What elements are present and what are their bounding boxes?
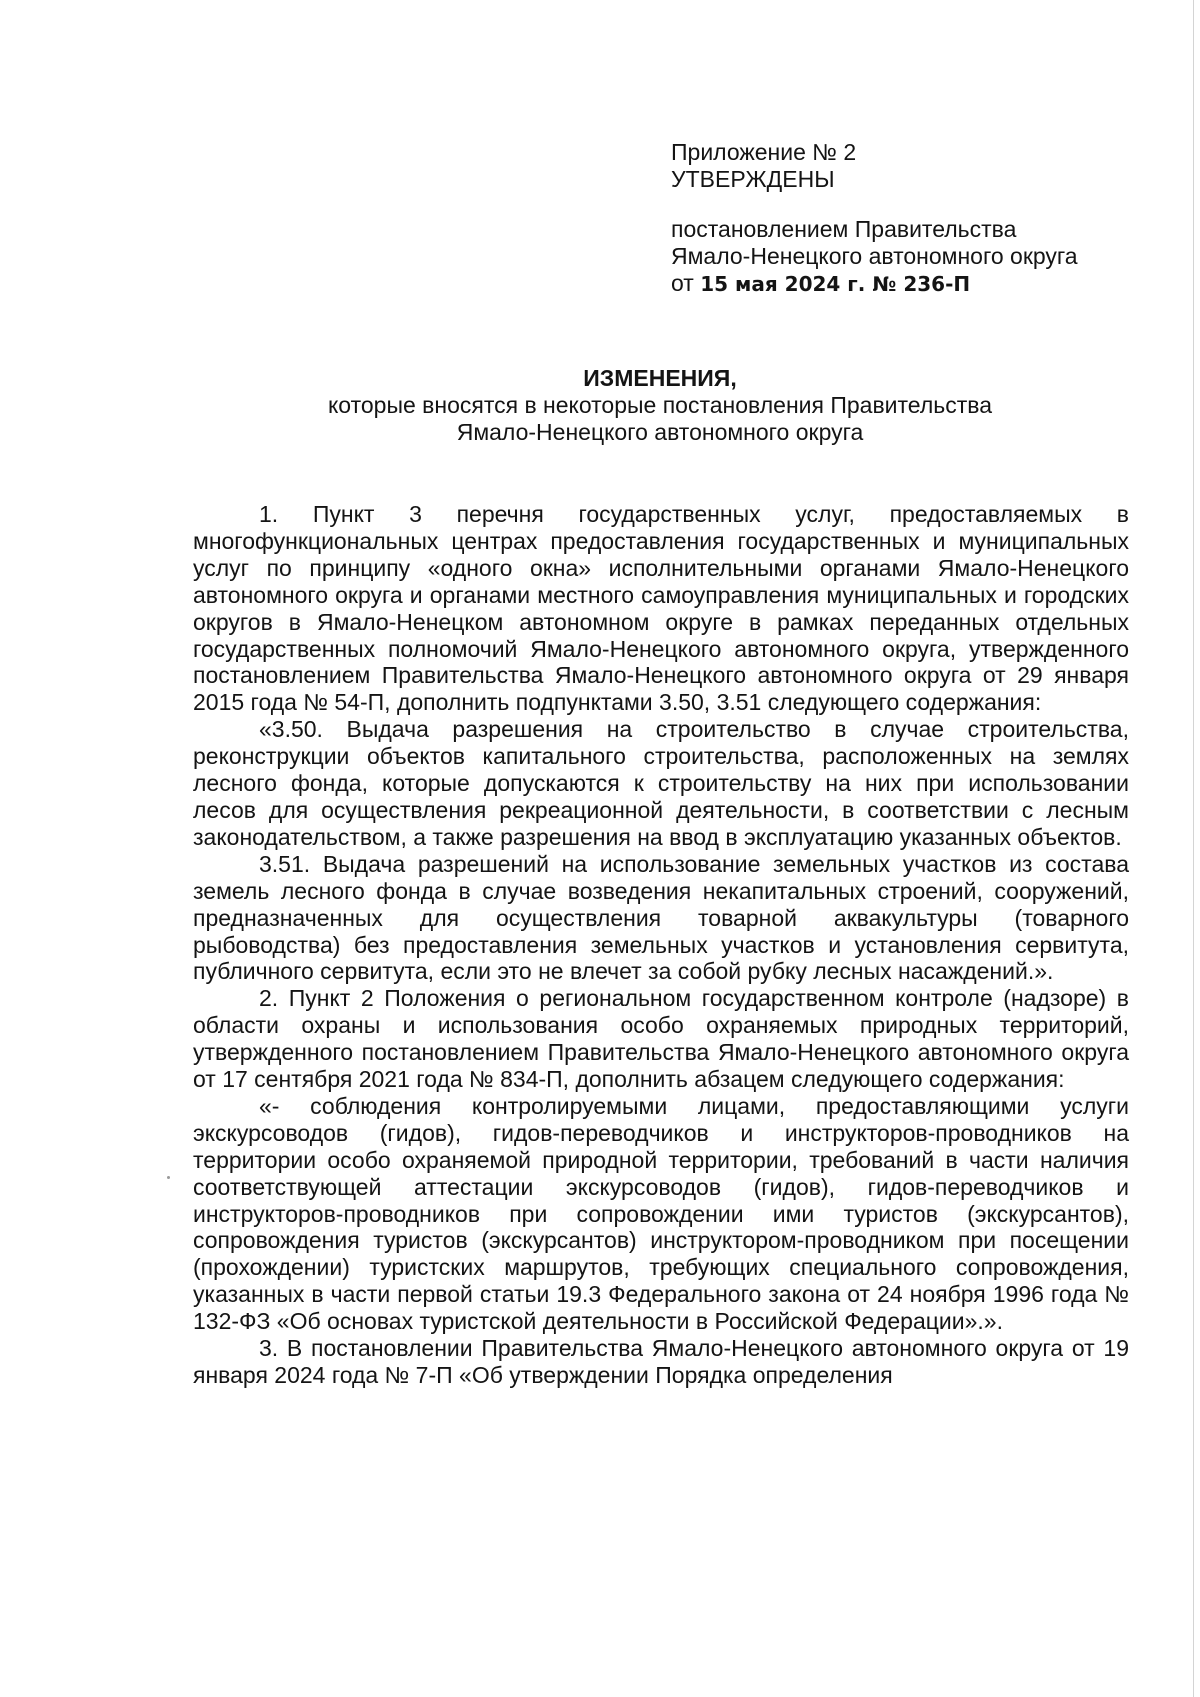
decree-line-2: Ямало-Ненецкого автономного округа bbox=[671, 243, 1078, 269]
paragraph-quoted-abzac: «- соблюдения контролируемыми лицами, предоставляющими услуги экскурсоводов (гидов), гидов-переводчиков и инструкторов-проводников на территории особо охраняемой природной территории, требований в части наличия соответствующей аттестации экскурсоводов (гидов), гидов-переводчиков и инструкторов-проводников при сопровождении ими туристов (экскурсантов), сопровождения туристов (экскурсантов) инструктором-проводником при посещении (прохождении) туристских маршрутов, требующих специального сопровождения, указанных в части первой статьи 19.3 Федерального закона от 24 ноября 1996 года № 132-ФЗ «Об основах туристской деятельности в Российской Федерации».». bbox=[193, 1092, 1129, 1335]
document-title: ИЗМЕНЕНИЯ, bbox=[583, 365, 737, 391]
paragraph-item-1: 1. Пункт 3 перечня государственных услуг, предоставляемых в многофункциональных центрах предоставления государственных и муниципальных услуг по принципу «одного окна» исполнительными органами Ямало-Ненецкого автономного округа и органами местного самоуправления муниципальных и городских округов в Ямало-Ненецком автономном округе в рамках переданных отдельных государственных полномочий Ямало-Ненецкого автономного округа, утвержденного постановлением Правительства Ямало-Ненецкого автономного округа от 29 января 2015 года № 54-П, дополнить подпунктами 3.50, 3.51 следующего содержания: bbox=[193, 501, 1129, 716]
paragraph-subitem-3-51: 3.51. Выдача разрешений на использование земельных участков из состава земель лесного фонда в случае возведения некапитальных строений, сооружений, предназначенных для осуществления товарной аквакультуры (товарного рыбоводства) без предоставления земельных участков и установления сервитута, публичного сервитута, если это не влечет за собой рубку лесных насаждений.». bbox=[193, 850, 1129, 985]
approval-block bbox=[671, 139, 1171, 298]
document-heading bbox=[195, 365, 1125, 446]
document-body bbox=[193, 501, 1129, 1389]
appendix-label: Приложение № 2 bbox=[671, 139, 857, 165]
page-edge-line bbox=[1193, 0, 1194, 1697]
paragraph-subitem-3-50: «3.50. Выдача разрешения на строительство в случае строительства, реконструкции объектов капитального строительства, расположенных на землях лесного фонда, которые допускаются к строительству на них при использовании лесов для осуществления рекреационной деятельности, в соответствии с лесным законодательством, а также разрешения на ввод в эксплуатацию указанных объектов. bbox=[193, 716, 1129, 850]
scan-speck bbox=[167, 1176, 170, 1179]
paragraph-item-2: 2. Пункт 2 Положения о региональном государственном контроле (надзоре) в области охраны и использования особо охраняемых природных территорий, утвержденного постановлением Правительства Ямало-Ненецкого автономного округа от 17 сентября 2021 года № 834-П, дополнить абзацем следующего содержания: bbox=[193, 985, 1129, 1093]
document-subtitle-line-1: которые вносятся в некоторые постановления Правительства bbox=[327, 392, 993, 418]
decree-date-line bbox=[671, 270, 1171, 298]
document-subtitle-line-2: Ямало-Ненецкого автономного округа bbox=[456, 419, 864, 445]
approved-label: УТВЕРЖДЕНЫ bbox=[671, 166, 835, 192]
decree-date-number: 15 мая 2024 г. № 236-П bbox=[700, 272, 971, 296]
date-prefix: от bbox=[671, 270, 694, 296]
decree-line-1: постановлением Правительства bbox=[671, 216, 1017, 242]
paragraph-item-3: 3. В постановлении Правительства Ямало-Ненецкого автономного округа от 19 января 2024 года № 7-П «Об утверждении Порядка определения bbox=[193, 1335, 1129, 1388]
